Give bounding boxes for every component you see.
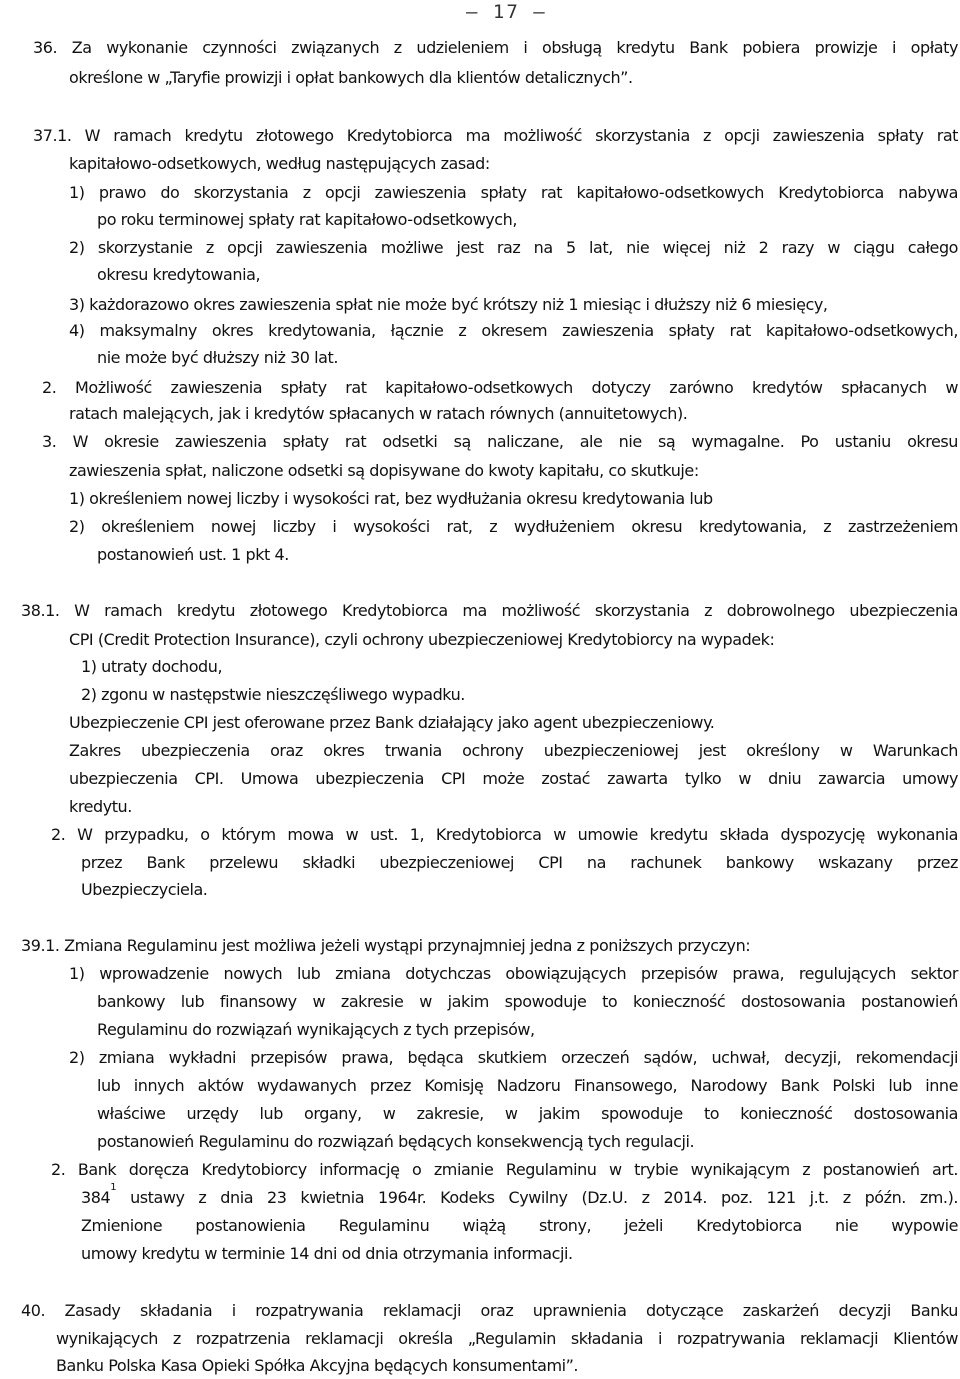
section-37-line: 4) maksymalny okres kredytowania, łącznie z okresem zawieszenia spłaty rat kapitałowo-odsetkowych, <box>69 321 958 340</box>
section-37-line: 3. W okresie zawieszenia spłaty rat odsetki są naliczane, ale nie są wymagalne. Po ustaniu okresu <box>42 432 958 451</box>
section-37-line: okresu kredytowania, <box>97 265 261 284</box>
section-39-line: umowy kredytu w terminie 14 dni od dnia otrzymania informacji. <box>81 1244 573 1263</box>
section-39-line: 1) wprowadzenie nowych lub zmiana dotychczas obowiązujących przepisów prawa, regulujących sektor <box>69 964 958 983</box>
section-37-line: kapitałowo-odsetkowych, według następujących zasad: <box>69 154 490 173</box>
section-39-line: Regulaminu do rozwiązań wynikających z tych przepisów, <box>97 1020 535 1039</box>
article-number: 384 <box>81 1188 111 1207</box>
article-superscript: 1 <box>110 1182 117 1193</box>
section-40-line: Banku Polska Kasa Opieki Spółka Akcyjna będących konsumentami”. <box>56 1356 579 1375</box>
section-37-line: 1) prawo do skorzystania z opcji zawieszenia spłaty rat kapitałowo-odsetkowych Kredytobiorca nabywa <box>69 183 958 202</box>
section-37-line: 2) skorzystanie z opcji zawieszenia możliwe jest raz na 5 lat, nie więcej niż 2 razy w ciągu całego <box>69 238 958 257</box>
section-38-line: Zakres ubezpieczenia oraz okres trwania ochrony ubezpieczeniowej jest określony w Warunkach <box>69 741 958 760</box>
section-37-line: po roku terminowej spłaty rat kapitałowo-odsetkowych, <box>97 210 517 229</box>
section-39-line: postanowień Regulaminu do rozwiązań będących konsekwencją tych regulacji. <box>97 1132 695 1151</box>
section-37-line: nie może być dłuższy niż 30 lat. <box>97 348 338 367</box>
section-38-line: 2. W przypadku, o którym mowa w ust. 1, Kredytobiorca w umowie kredytu składa dyspozycję wykonania <box>51 825 958 844</box>
section-39-line-rest: ustawy z dnia 23 kwietnia 1964r. Kodeks Cywilny (Dz.U. z 2014. poz. 121 j.t. z późn. zm.). <box>116 1188 958 1207</box>
section-39-line: 39.1. Zmiana Regulaminu jest możliwa jeżeli wystąpi przynajmniej jedna z poniższych przyczyn: <box>21 936 751 955</box>
section-38-line: 38.1. W ramach kredytu złotowego Kredytobiorca ma możliwość skorzystania z dobrowolnego ubezpieczenia <box>21 601 958 620</box>
section-38-line: Ubezpieczyciela. <box>81 880 208 899</box>
section-39-line: Zmienione postanowienia Regulaminu wiążą strony, jeżeli Kredytobiorca nie wypowie <box>81 1216 958 1235</box>
section-37-line: postanowień ust. 1 pkt 4. <box>97 545 289 564</box>
section-39-line: 2) zmiana wykładni przepisów prawa, będąca skutkiem orzeczeń sądów, uchwał, decyzji, rekomendacji <box>69 1048 958 1067</box>
section-38-line: przez Bank przelewu składki ubezpieczeniowej CPI na rachunek bankowy wskazany przez <box>81 853 958 872</box>
section-39-line: bankowy lub finansowy w zakresie w jakim spowoduje to konieczność dostosowania postanowień <box>97 992 958 1011</box>
section-38-line: CPI (Credit Protection Insurance), czyli ochrony ubezpieczeniowej Kredytobiorcy na wypadek: <box>69 630 775 649</box>
page-number: – 17 – <box>466 1 547 23</box>
section-39-line <box>81 1182 958 1208</box>
section-37-line: ratach malejących, jak i kredytów spłacanych w ratach równych (annuitetowych). <box>69 404 688 423</box>
section-37-line: 2) określeniem nowej liczby i wysokości rat, z wydłużeniem okresu kredytowania, z zastrzeżeniem <box>69 517 958 536</box>
section-37-line: zawieszenia spłat, naliczone odsetki są dopisywane do kwoty kapitału, co skutkuje: <box>69 461 699 480</box>
section-37-line: 1) określeniem nowej liczby i wysokości rat, bez wydłużania okresu kredytowania lub <box>69 489 713 508</box>
section-40-line: wynikających z rozpatrzenia reklamacji określa „Regulamin składania i rozpatrywania reklamacji Klientów <box>56 1329 958 1348</box>
section-38-line: 2) zgonu w następstwie nieszczęśliwego wypadku. <box>81 685 465 704</box>
section-38-line: 1) utraty dochodu, <box>81 657 223 676</box>
section-38-line: ubezpieczenia CPI. Umowa ubezpieczenia CPI może zostać zawarta tylko w dniu zawarcia umowy <box>69 769 958 788</box>
section-36-line: 36. Za wykonanie czynności związanych z udzieleniem i obsługą kredytu Bank pobiera prowizje i opłaty <box>33 38 958 57</box>
section-37-line: 2. Możliwość zawieszenia spłaty rat kapitałowo-odsetkowych dotyczy zarówno kredytów spłacanych w <box>42 378 958 397</box>
section-37-line: 3) każdorazowo okres zawieszenia spłat nie może być krótszy niż 1 miesiąc i dłuższy niż 6 miesięcy, <box>69 295 828 314</box>
section-39-line: lub innych aktów wydawanych przez Komisję Nadzoru Finansowego, Narodowy Bank Polski lub inne <box>97 1076 958 1095</box>
section-38-line: kredytu. <box>69 797 132 816</box>
section-39-line: właściwe urzędy lub organy, w zakresie, w jakim spowoduje to konieczność dostosowania <box>97 1104 958 1123</box>
section-39-line: 2. Bank doręcza Kredytobiorcy informację o zmianie Regulaminu w trybie wynikającym z postanowień art. <box>51 1160 958 1179</box>
section-37-line: 37.1. W ramach kredytu złotowego Kredytobiorca ma możliwość skorzystania z opcji zawieszenia spłaty rat <box>33 126 958 145</box>
section-36-line: określone w „Taryfie prowizji i opłat bankowych dla klientów detalicznych”. <box>69 68 633 87</box>
section-40-line: 40. Zasady składania i rozpatrywania reklamacji oraz uprawnienia dotyczące zaskarżeń decyzji Banku <box>21 1301 958 1320</box>
section-38-line: Ubezpieczenie CPI jest oferowane przez Bank działający jako agent ubezpieczeniowy. <box>69 713 715 732</box>
